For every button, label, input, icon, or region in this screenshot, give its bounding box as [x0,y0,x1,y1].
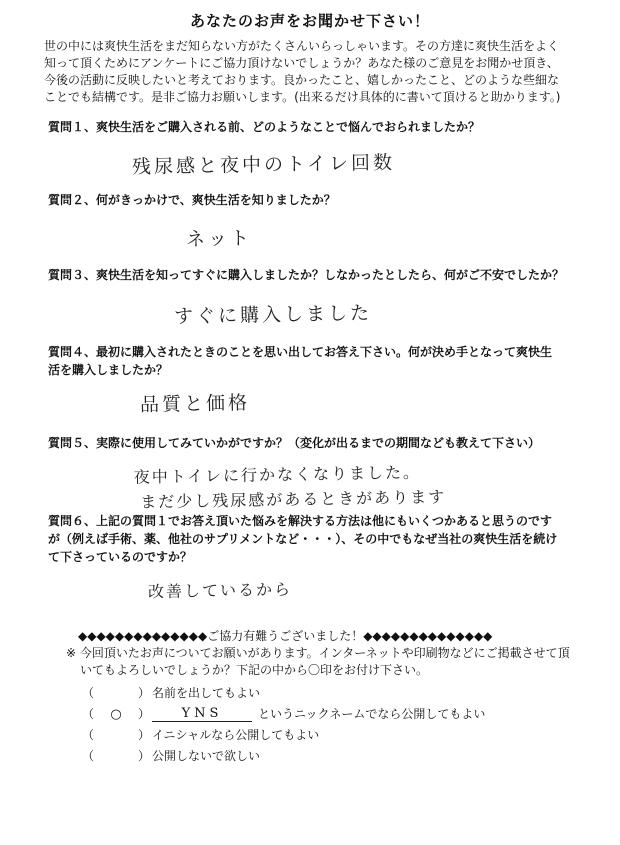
option-nickname[interactable] [82,705,485,722]
question-text: て下さっているのですか？ [48,550,193,564]
handwritten-answer: 夜中トイレに行かなくなりました。 [133,462,422,487]
handwritten-answer: 残尿感と夜中のトイレ回数 [131,151,396,179]
question-6 [48,512,557,566]
answer-6 [148,577,292,603]
answer-3 [174,298,372,328]
intro-text [44,38,589,106]
question-1 [48,118,480,136]
question-3 [48,266,564,284]
intro-line: 今後の活動に反映したいと考えております。良かったこと、嬉しかったこと、どのような些細な [44,73,560,87]
answer-2 [186,223,252,251]
thanks-divider: ◆◆◆◆◆◆◆◆◆◆◆◆◆◆ご協力有難うございました！◆◆◆◆◆◆◆◆◆◆◆◆◆◆ [78,629,493,643]
option-label: というニックネームでなら公開してもよい [258,707,486,721]
question-4 [48,343,552,379]
note-line: ※ 今回頂いたお声についてお願いがあります。インターネットや印刷物などにご掲載させて頂 [66,646,570,660]
option-label: 公開しないで欲しい [152,749,261,763]
option-checkbox[interactable]: （ ） [82,728,151,742]
handwritten-answer: ネット [185,227,253,251]
option-name[interactable] [82,684,260,701]
answer-4 [140,388,250,417]
option-label: 名前を出してもよい [152,686,261,700]
answer-5 [134,459,447,514]
handwritten-answer: 品質と価格 [139,392,251,416]
intro-line: ことでも結構です。是非ご協力お願いします。(出来るだけ具体的に書いて頂けると助かります。) [44,90,561,104]
question-2 [48,191,336,209]
question-5 [48,434,540,452]
option-checkbox[interactable]: （ ○ ） [82,707,151,722]
option-initials[interactable] [82,726,319,743]
handwritten-answer: 改善しているから [147,579,293,602]
handwritten-answer: すぐに購入しました [173,302,373,328]
question-text: 質問６、上記の質問１でお答え頂いた悩みを解決する方法は他にもいくつかあると思うのです [48,514,553,528]
publication-note [66,645,570,679]
page-title: あなたのお声をお聞かせ下さい！ [189,12,430,30]
handwritten-answer: まだ少し残尿感があるときがあります [140,487,447,512]
question-text: 質問３、爽快生活を知ってすぐに購入しましたか？しなかったとしたら、何がご不安でしたか？ [48,268,565,282]
option-private[interactable] [82,747,260,764]
note-line: いてもよろしいでしょうか？下記の中から〇印をお付け下さい。 [80,663,429,677]
option-mark: ○ [110,707,122,722]
question-text: 質問４、最初に購入されたときのことを思い出してお答え下さい。何が決め手となって爽快生 [48,345,553,359]
question-text: 活を購入しましたか？ [48,363,169,377]
option-checkbox[interactable]: （ ） [82,686,151,700]
answer-1 [132,148,395,180]
nickname-field[interactable]: YNS [152,706,252,722]
intro-line: 世の中には爽快生活をまだ知らない方がたくさんいらっしゃいます。その方達に爽快生活をよく [44,39,560,53]
question-text: が（例えば手術、薬、他社のサプリメントなど・・・）、その中でもなぜ当社の爽快生活を続け [48,532,558,546]
question-text: 質問５、実際に使用してみていかがですか？（変化が出るまでの期間なども教えて下さい） [48,436,541,450]
intro-line: 知って頂くためにアンケートにご協力頂けないでしょうか？あなた様のご意見をお聞かせ頂き、 [44,56,559,70]
option-checkbox[interactable]: （ ） [82,749,151,763]
question-text: 質問１、爽快生活をご購入される前、どのようなことで悩んでおられましたか？ [48,120,481,134]
question-text: 質問２、何がきっかけで、爽快生活を知りましたか？ [48,193,336,207]
option-label: イニシャルなら公開してもよい [152,728,320,742]
